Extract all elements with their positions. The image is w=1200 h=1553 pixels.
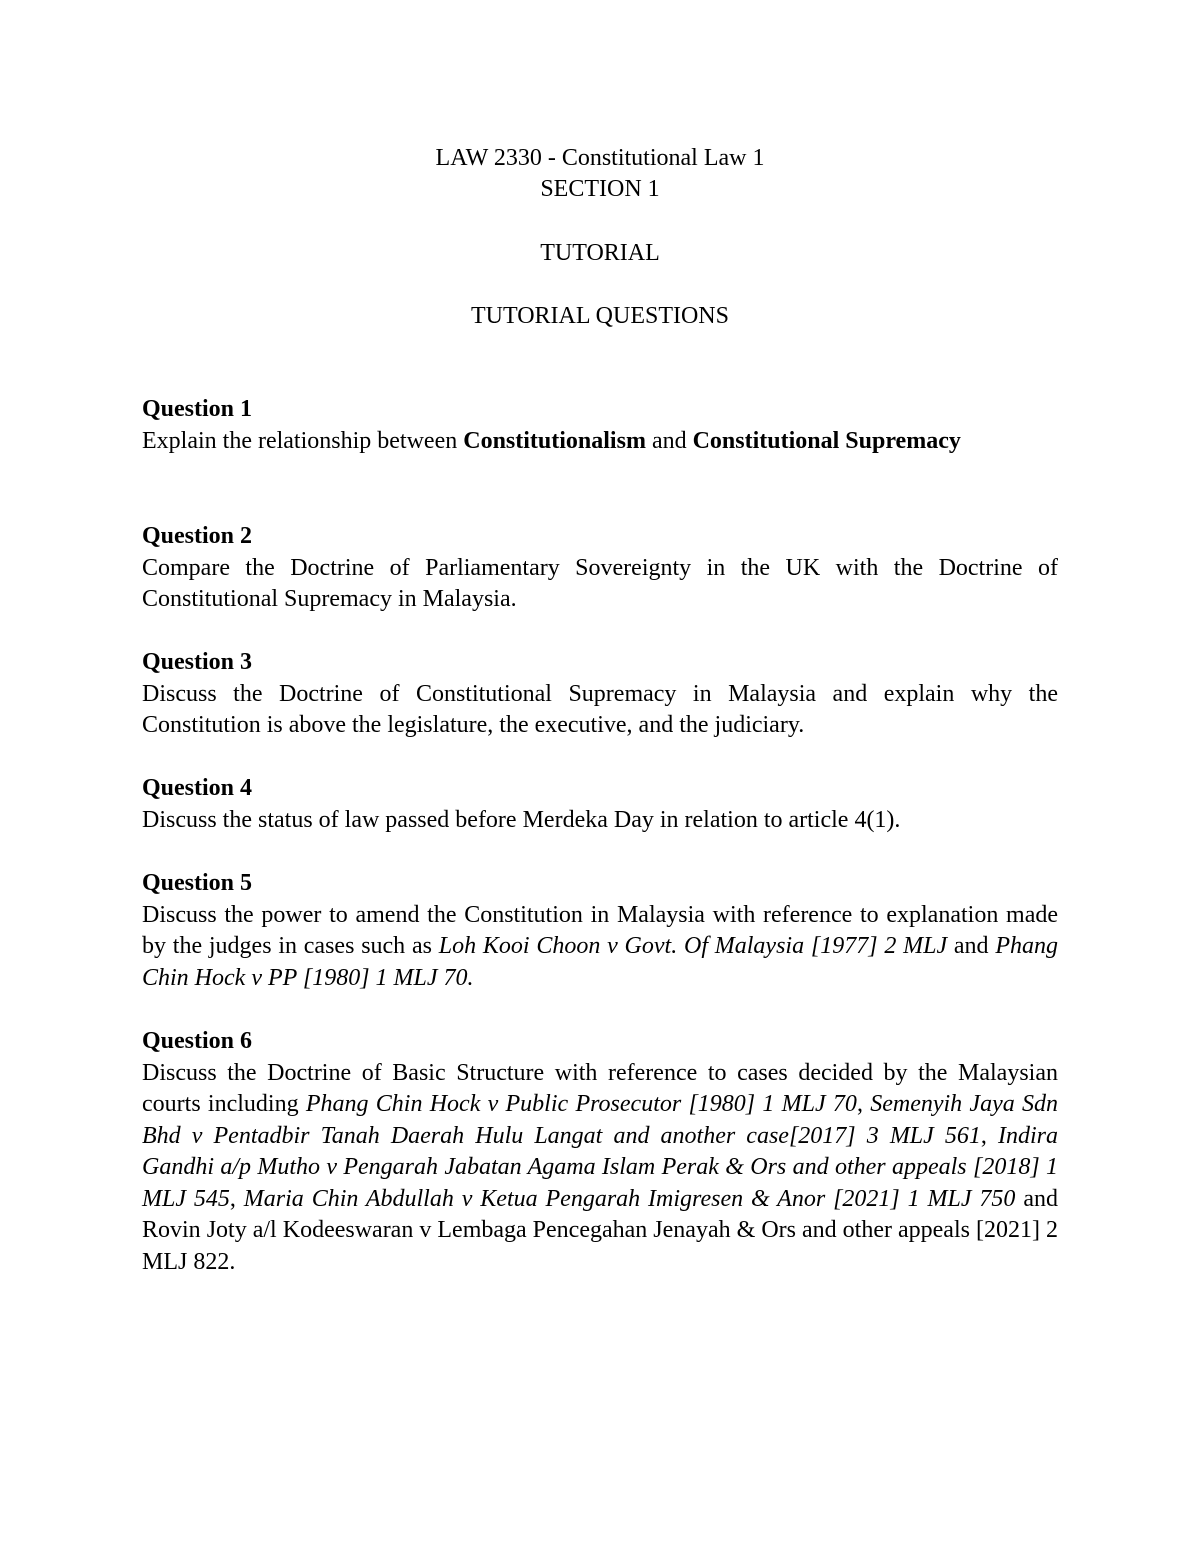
question-text-segment: , (856, 1091, 871, 1117)
question-title: Question 3 (142, 649, 253, 675)
question-text (142, 805, 1058, 837)
question-title: Question 1 (142, 396, 253, 422)
question-text-segment: Compare the Doctrine of Parliamentary Sovereignty in the UK with the Doctrine of Constitutional Supremacy in Malaysia. (142, 554, 1058, 612)
question-text-segment: Constitutional Supremacy (692, 427, 961, 454)
question-4 (142, 773, 1058, 836)
question-2 (142, 521, 1058, 616)
question-title: Question 6 (142, 1028, 253, 1054)
question-text-segment: Discuss the power to amend the Constitution in Malaysia with reference to explanation made by the judges in cases such as (142, 901, 1058, 959)
question-1 (142, 394, 1058, 457)
question-3 (142, 647, 1058, 742)
case-citation: Maria Chin Abdullah v Ketua Pengarah Imigresen & Anor [2021] 1 MLJ 750 (243, 1185, 1016, 1212)
question-text-segment: Discuss the Doctrine of Basic Structure with reference to cases decided by the Malaysian courts including (142, 1059, 1058, 1117)
case-citation: Phang Chin Hock v PP [1980] 1 MLJ 70. (142, 933, 1058, 991)
question-6 (142, 1026, 1058, 1278)
case-citation: Indira Gandhi a/p Mutho v Pengarah Jabatan Agama Islam Perak & Ors and other appeals [2018] 1 MLJ 545 (142, 1122, 1059, 1212)
case-citation: Phang Chin Hock v Public Prosecutor [1980] 1 MLJ 70 (305, 1091, 857, 1117)
question-text-segment: Constitutionalism (463, 427, 646, 454)
question-text-segment: and (645, 427, 693, 454)
question-5 (142, 868, 1058, 994)
question-text (142, 900, 1058, 995)
section-label: SECTION 1 (540, 176, 660, 202)
question-text-segment: Explain the relationship between (142, 427, 464, 454)
case-citation: Loh Kooi Choon v Govt. Of Malaysia [1977] 2 MLJ (438, 933, 948, 959)
question-text (142, 679, 1058, 742)
tutorial-questions-heading: TUTORIAL QUESTIONS (471, 303, 729, 329)
course-title: LAW 2330 - Constitutional Law 1 (435, 145, 765, 171)
tutorial-heading: TUTORIAL (540, 240, 660, 266)
question-text-segment: and (947, 933, 996, 959)
question-title: Question 4 (142, 775, 253, 801)
question-text-segment: , (229, 1185, 244, 1212)
question-text-segment: Discuss the Doctrine of Constitutional Supremacy in Malaysia and explain why the Constitution is above the legislature, the executive, and the judiciary. (142, 680, 1058, 738)
question-text (142, 426, 1058, 458)
question-text-segment: and Rovin Joty a/l Kodeeswaran v Lembaga Pencegahan Jenayah & Ors and other appeals [2021] 2 MLJ 822. (142, 1185, 1058, 1275)
question-text (142, 553, 1058, 616)
question-text (142, 1058, 1058, 1279)
question-title: Question 2 (142, 523, 253, 549)
question-text-segment: Discuss the status of law passed before Merdeka Day in relation to article 4(1). (142, 806, 901, 833)
question-title: Question 5 (142, 870, 253, 896)
case-citation: Semenyih Jaya Sdn Bhd v Pentadbir Tanah Daerah Hulu Langat and another case[2017] 3 MLJ 561 (142, 1091, 1058, 1149)
question-text-segment: , (980, 1122, 999, 1149)
